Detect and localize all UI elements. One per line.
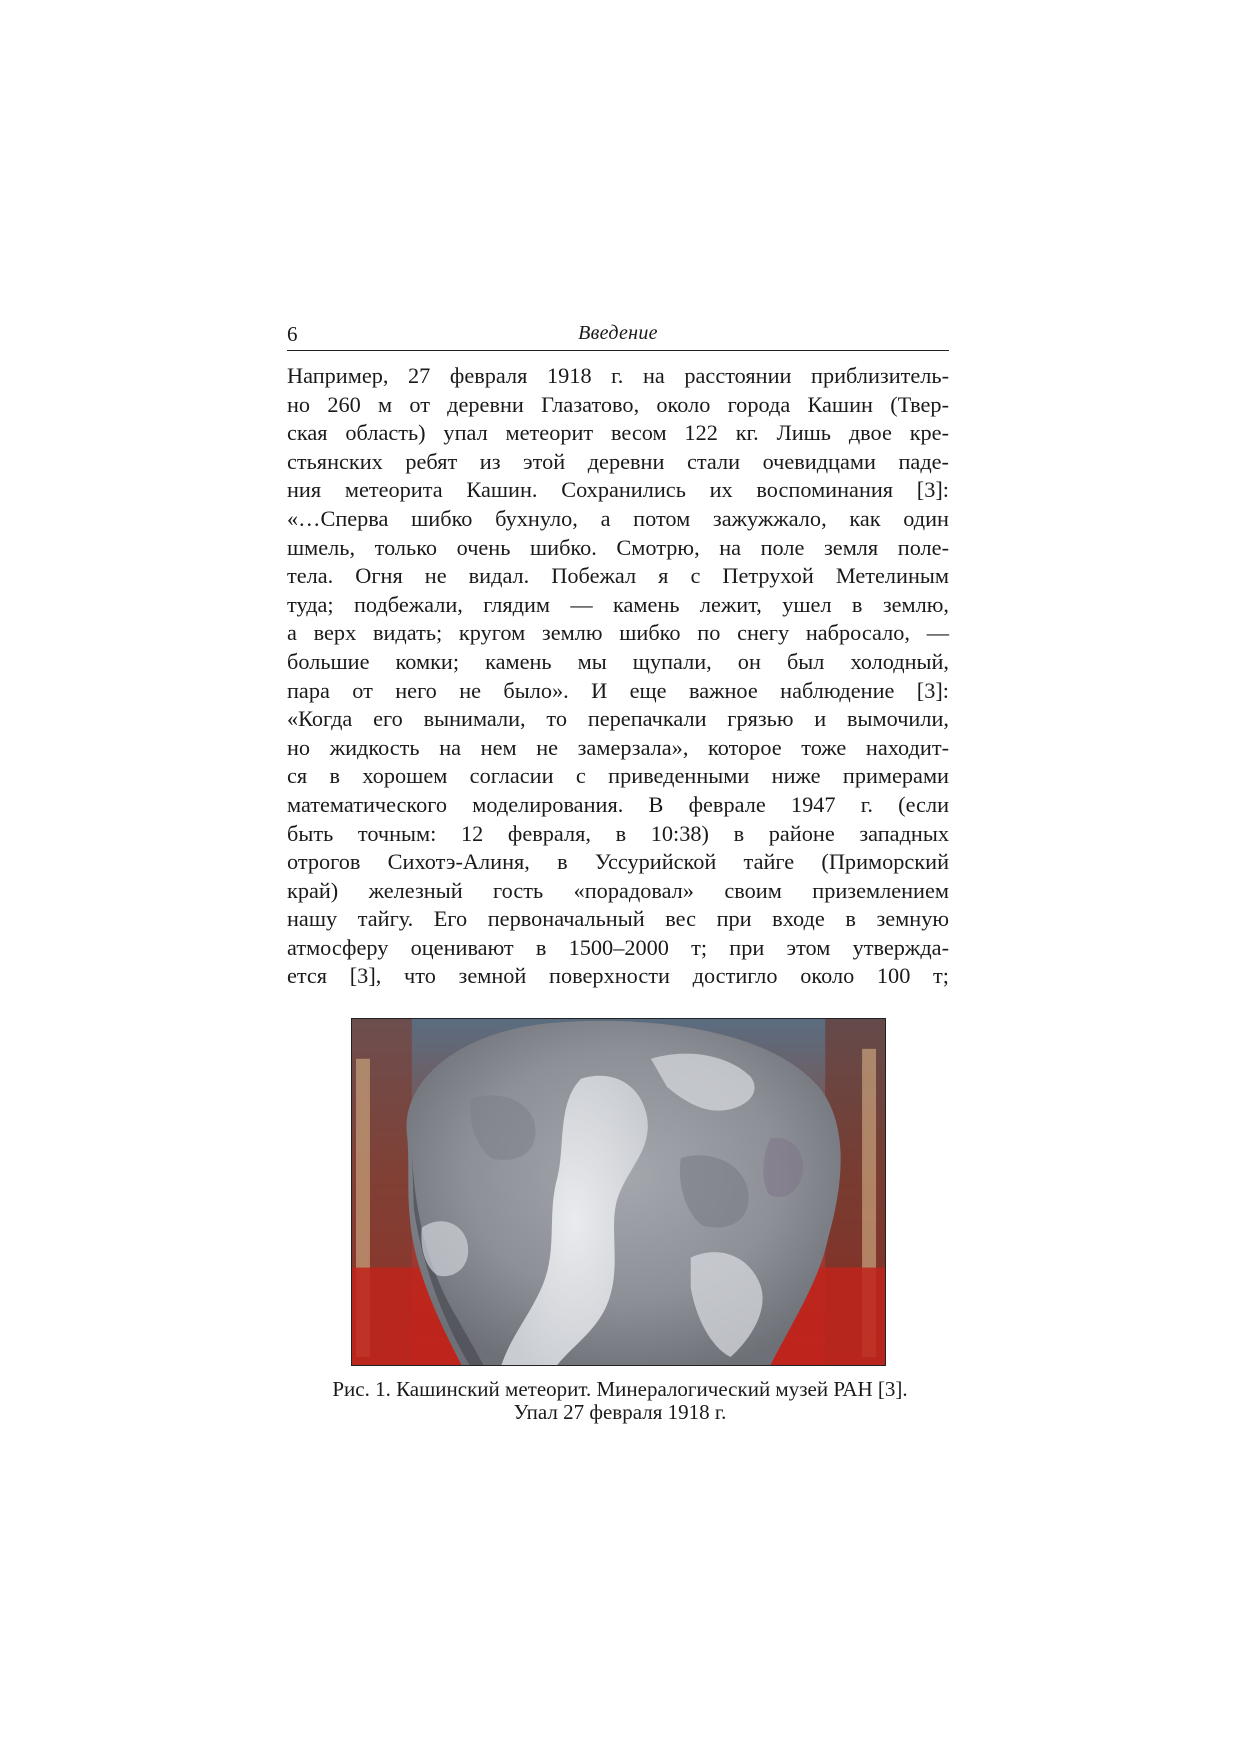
text-line: а верх видать; кругом землю шибко по снегу набросало, — bbox=[287, 620, 949, 646]
text-line: ся в хорошем согласии с приведенными ниже примерами bbox=[287, 763, 949, 789]
caption-line-1: Рис. 1. Кашинский метеорит. Минералогический музей РАН [3]. bbox=[332, 1377, 908, 1401]
caption-line-2: Упал 27 февраля 1918 г. bbox=[513, 1400, 727, 1424]
meteorite-photo bbox=[351, 1018, 886, 1366]
text-line: край) железный гость «порадовал» своим приземлением bbox=[287, 877, 949, 903]
text-line: туда; подбежали, глядим — камень лежит, ушел в землю, bbox=[287, 591, 949, 617]
page-number: 6 bbox=[287, 322, 298, 346]
text-line: большие комки; камень мы щупали, он был холодный, bbox=[287, 648, 949, 674]
text-line: математического моделирования. В феврале 1947 г. (если bbox=[287, 791, 949, 817]
text-line: «Когда его вынимали, то перепачкали грязью и вымочили, bbox=[287, 706, 949, 732]
text-line: ния метеорита Кашин. Сохранились их воспоминания [3]: bbox=[287, 477, 949, 503]
body-text bbox=[287, 362, 949, 991]
text-line: быть точным: 12 февраля, в 10:38) в районе западных bbox=[287, 820, 949, 846]
text-line: стьянских ребят из этой деревни стали очевидцами паде- bbox=[287, 448, 949, 474]
text-line: нашу тайгу. Его первоначальный вес при входе в земную bbox=[287, 906, 949, 932]
text-line: тела. Огня не видал. Побежал я с Петрухой Метелиным bbox=[287, 563, 949, 589]
text-line: Например, 27 февраля 1918 г. на расстоянии приблизитель- bbox=[287, 363, 949, 388]
text-line: отрогов Сихотэ-Алиня, в Уссурийской тайге (Приморский bbox=[287, 849, 949, 875]
text-line: но 260 м от деревни Глазатово, около города Кашин (Твер- bbox=[287, 391, 949, 417]
figure-caption bbox=[270, 1378, 970, 1424]
text-line: «…Сперва шибко бухнуло, а потом зажужжало, как один bbox=[287, 505, 949, 531]
text-line: но жидкость на нем не замерзала», которое тоже находит- bbox=[287, 734, 949, 760]
text-line: ская область) упал метеорит весом 122 кг. Лишь двое кре- bbox=[287, 420, 949, 446]
running-title: Введение bbox=[578, 322, 658, 344]
text-line: атмосферу оценивают в 1500–2000 т; при этом утвержда- bbox=[287, 934, 949, 960]
text-line: шмель, только очень шибко. Смотрю, на поле земля поле- bbox=[287, 534, 949, 560]
page-header bbox=[287, 318, 949, 351]
text-line: пара от него не было». И еще важное наблюдение [3]: bbox=[287, 677, 949, 703]
meteorite-photo-illustration bbox=[352, 1019, 885, 1365]
text-line: ется [3], что земной поверхности достигло около 100 т; bbox=[287, 963, 949, 989]
